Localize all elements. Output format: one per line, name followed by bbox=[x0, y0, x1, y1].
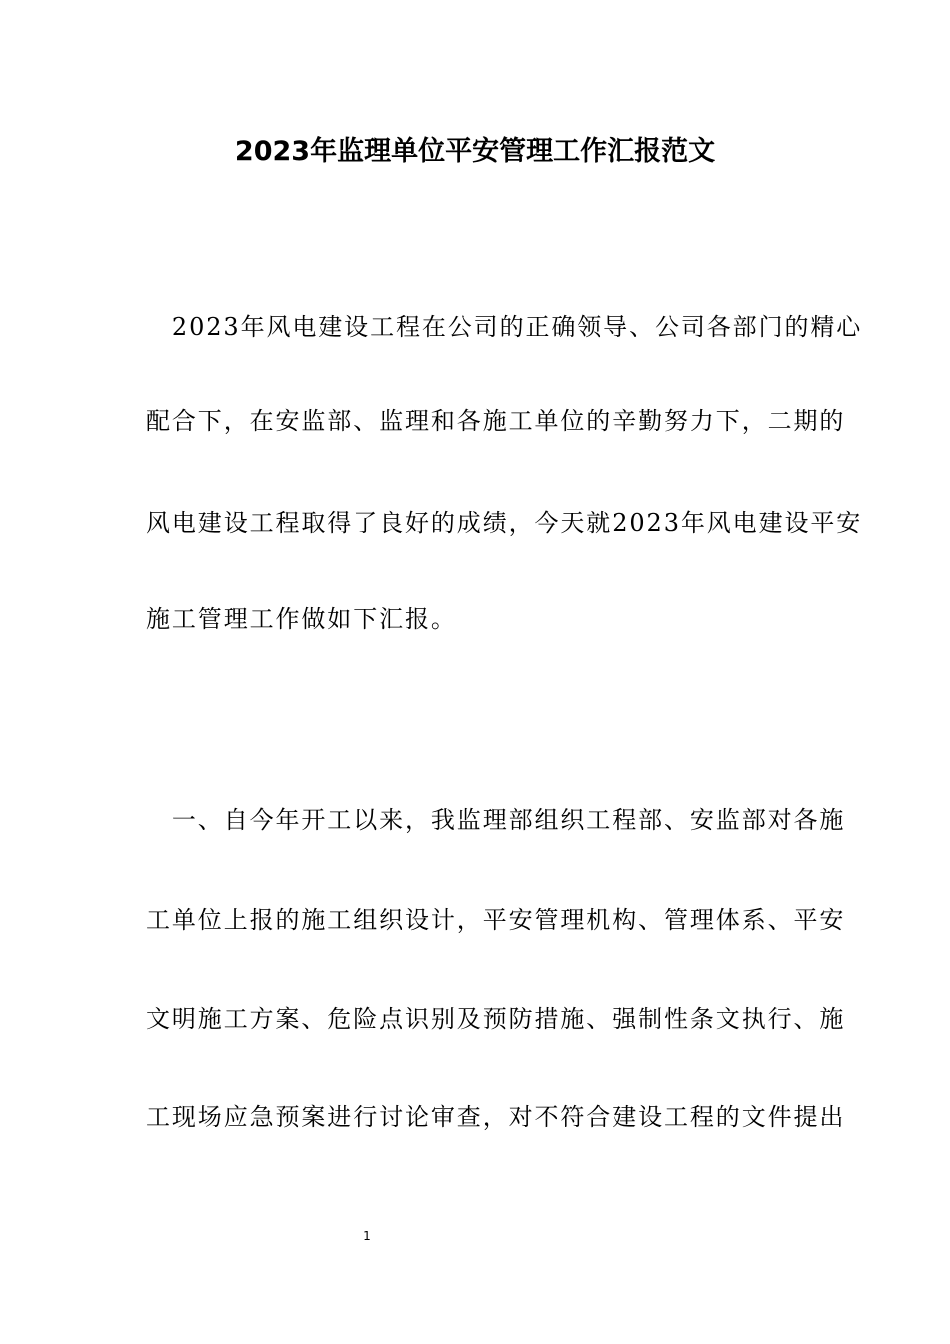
paragraph-line: 工单位上报的施工组织设计，平安管理机构、管理体系、平安 bbox=[146, 906, 846, 934]
page-number: 1 bbox=[363, 1229, 371, 1243]
paragraph-line: 风电建设工程取得了良好的成绩，今天就2023年风电建设平安 bbox=[146, 509, 863, 537]
paragraph-line: 2023年风电建设工程在公司的正确领导、公司各部门的精心 bbox=[146, 313, 863, 341]
paragraph-line: 工现场应急预案进行讨论审查，对不符合建设工程的文件提出 bbox=[146, 1103, 846, 1131]
paragraph-line: 一、自今年开工以来，我监理部组织工程部、安监部对各施 bbox=[146, 806, 846, 834]
paragraph-line: 配合下，在安监部、监理和各施工单位的辛勤努力下，二期的 bbox=[146, 407, 846, 435]
document-title: 2023年监理单位平安管理工作汇报范文 bbox=[234, 136, 716, 167]
paragraph-line: 施工管理工作做如下汇报。 bbox=[146, 605, 457, 633]
paragraph-line: 文明施工方案、危险点识别及预防措施、强制性条文执行、施 bbox=[146, 1005, 846, 1033]
